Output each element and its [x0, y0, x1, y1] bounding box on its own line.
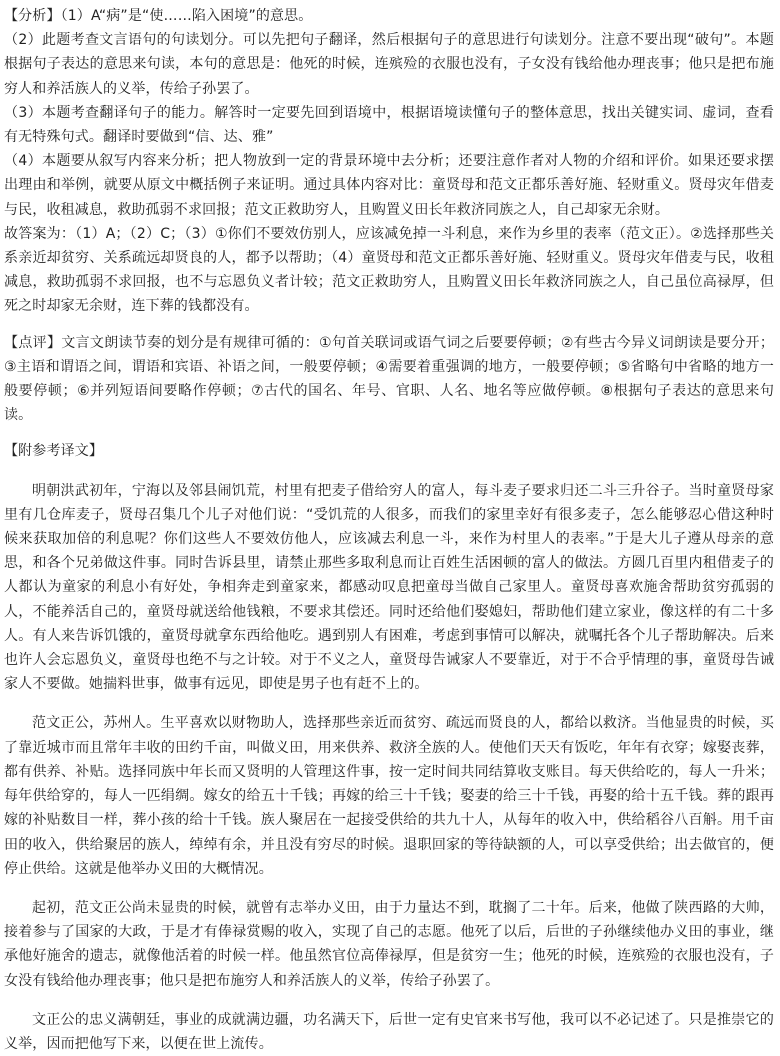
translation-paragraph-1: 明朝洪武初年，宁海以及邻县闹饥荒，村里有把麦子借给穷人的富人，每斗麦子要求归还二斗三升谷子。当时童贤母家里有几仓库麦子，贤母召集几个儿子对他们说：“受饥荒的人很多，而我们的家里幸好有很多麦子，怎么能够忍心借这种时候来获取加倍的利息呢？你们这些人不要效仿他人，应该减去利息一斗，来作为村里人的表率。”于是大儿子遵从母亲的意思，和各个兄弟做这件事。同时告诉县里，请禁止那些多取利息而让百姓生活困顿的富人的做法。方圆几百里内租借麦子的人都认为童家的利息小有好处，争相奔走到童家来，都感动叹息把童母当做自己家里人。童贤母喜欢施舍帮助贫穷孤弱的人，不能养活自己的，童贤母就送给他钱粮，不要求其偿还。同时还给他们娶媳妇，帮助他们建立家业，像这样的有二十多人。有人来告诉饥饿的，童贤母就拿东西给他吃。遇到别人有困难，考虑到事情可以解决，就嘱托各个儿子帮助解决。后来也许人会忘恩负义，童贤母也绝不与之计较。对于不义之人，童贤母告诫家人不要靠近，对于不合乎情理的事，童贤母告诫家人不要做。她揣料世事，做事有远见，即使是男子也有赶不上的。	[4, 482, 774, 693]
analysis-point-2: （2）此题考查文言语句的句读划分。可以先把句子翻译，然后根据句子的意思进行句读划分。注意不要出现“破句”。本题根据句子表达的意思来句读，本句的意思是：他死的时候，连殡殓的衣服也没有，子女没有钱给他办理丧事；他只是把布施穷人和养活族人的义举，传给子孙罢了。	[4, 32, 774, 97]
analysis-title-line: 【分析】（1）A“病”是“使……陷入困境”的意思。	[4, 8, 313, 24]
comment-paragraph: 【点评】文言文朗读节奏的划分是有规律可循的：①句首关联词或语气词之后要要停顿；②有些古今异义词朗读是要分开；③主语和谓语之间，谓语和宾语、补语之间，一般要停顿；④需要着重强调的地方，一般要停顿；⑤省略句中省略的地方一般要停顿；⑥并列短语间要略作停顿；⑦古代的国名、年号、官职、人名、地名等应做停顿。⑧根据句子表达的意思来句读。	[4, 334, 774, 424]
analysis-point-4: （4）本题要从叙写内容来分析；把人物放到一定的背景环境中去分析；还要注意作者对人物的介绍和评价。如果还要求摆出理由和举例，就要从原文中概括例子来证明。通过具体内容对比：童贤母和范文正都乐善好施、轻财重义。贤母灾年借麦与民，收租减息，救助孤弱不求回报；范文正救助穷人，且购置义田长年救济同族之人，自己却家无余财。	[4, 153, 774, 218]
analysis-point-3: （3）本题考查翻译句子的能力。解答时一定要先回到语境中，根据语境读懂句子的整体意思，找出关键实词、虚词，查看有无特殊句式。翻译时要做到“信、达、雅”	[4, 104, 774, 146]
translation-paragraph-3: 起初，范文正公尚未显贵的时候，就曾有志举办义田，由于力量达不到，耽搁了二十年。后来，他做了陕西路的大帅，接着参与了国家的大政，于是才有俸禄赏赐的收入，实现了自己的志愿。他死了以后，后世的子孙继续他办义田的事业，继承他好施舍的遗志，就像他活着的时候一样。他虽然官位高俸禄厚，但是贫穷一生；他死的时候，连殡殓的衣服也没有，子女没有钱给他办理丧事；他只是把布施穷人和养活族人的义举，传给子孙罢了。	[4, 899, 774, 989]
translation-paragraph-2: 范文正公，苏州人。生平喜欢以财物助人，选择那些亲近而贫穷、疏远而贤良的人，都给以救济。当他显贵的时候，买了靠近城市而且常年丰收的田约千亩，叫做义田，用来供养、救济全族的人。使他们天天有饭吃，年年有衣穿；嫁娶丧葬，都有供养、补贴。选择同族中年长而又贤明的人管理这件事，按一定时间共同结算收支账目。每天供给吃的，每人一升米；每年供给穿的，每人一匹绢绸。嫁女的给五十千钱；再嫁的给三十千钱；娶妻的给三十千钱，再娶的给十五千钱。葬的跟再嫁的补贴数目一样，葬小孩的给十千钱。族人聚居在一起接受供给的共九十人，从每年的收入中，供给稻谷八百斛。用千亩田的收入，供给聚居的族人，绰绰有余，并且没有穷尽的时候。退职回家的等待缺额的人，可以享受供给；出去做官的，便停止供给。这就是他举办义田的大概情况。	[4, 715, 774, 877]
translation-section	[4, 439, 774, 1056]
comment-section	[4, 331, 774, 428]
analysis-section	[4, 4, 774, 319]
answer-summary: 故答案为：（1）A；（2）C；（3）①你们不要效仿别人，应该减免掉一斗利息，来作为乡里的表率（范文正）。②选择那些关系亲近却贫穷、关系疏远却贤良的人，都予以帮助；（4）童贤母和范文正都乐善好施、轻财重义。贤母灾年借麦与民，收租减息，救助孤弱不求回报，也不与忘恩负义者计较；范文正救助穷人，且购置义田长年救济同族之人，自己虽位高禄厚，但死之时却家无余财，连下葬的钱都没有。	[4, 225, 774, 315]
translation-paragraph-4: 文正公的忠义满朝廷，事业的成就满边疆，功名满天下，后世一定有史官来书写他，我可以不必记述了。只是推崇它的义举，因而把他写下来，以便在世上流传。	[4, 1011, 774, 1052]
translation-heading: 【附参考译文】	[4, 443, 104, 460]
